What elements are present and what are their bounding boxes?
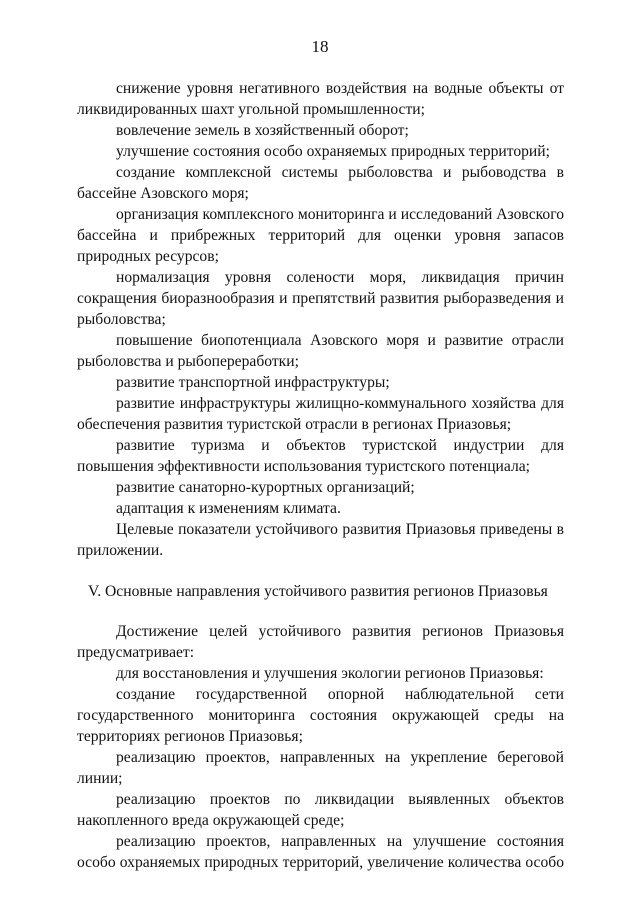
list-item: вовлечение земель в хозяйственный оборот;: [116, 122, 409, 139]
list-item: реализацию проектов, направленных на улучшение состояния особо охраняемых природных территорий, увеличение количества особо: [77, 833, 564, 871]
list-item: снижение уровня негативного воздействия на водные объекты от ликвидированных шахт угольной промышленности;: [77, 80, 564, 118]
list-item: реализацию проектов по ликвидации выявленных объектов накопленного вреда окружающей среде;: [77, 791, 564, 829]
list-item: развитие туризма и объектов туристской индустрии для повышения эффективности использования туристского потенциала;: [77, 437, 564, 475]
document-body: [77, 78, 564, 873]
page-number: 18: [311, 37, 329, 56]
subheading-paragraph: для восстановления и улучшения экологии регионов Приазовья:: [116, 665, 544, 682]
list-item: организация комплексного мониторинга и исследований Азовского бассейна и прибрежных территорий для оценки уровня запасов природных ресурсов;: [77, 206, 564, 265]
list-item: развитие транспортной инфраструктуры;: [116, 374, 390, 391]
closing-paragraph: Целевые показатели устойчивого развития Приазовья приведены в приложении.: [77, 521, 564, 559]
list-item: адаптация к изменениям климата.: [116, 500, 341, 517]
intro-paragraph: Достижение целей устойчивого развития регионов Приазовья предусматривает:: [77, 623, 564, 661]
section-heading: V. Основные направления устойчивого развития регионов Приазовья: [88, 583, 548, 600]
list-item: повышение биопотенциала Азовского моря и развитие отрасли рыболовства и рыбопереработки;: [77, 332, 564, 370]
list-item: реализацию проектов, направленных на укрепление береговой линии;: [77, 749, 564, 787]
list-item: развитие инфраструктуры жилищно-коммунального хозяйства для обеспечения развития туристской отрасли в регионах Приазовья;: [77, 395, 564, 433]
list-item: нормализация уровня солености моря, ликвидация причин сокращения биоразнообразия и препятствий развития рыборазведения и рыболовства;: [77, 269, 564, 328]
list-item: развитие санаторно-курортных организаций;: [116, 479, 415, 496]
list-item: улучшение состояния особо охраняемых природных территорий;: [116, 143, 550, 160]
list-item: создание комплексной системы рыболовства и рыбоводства в бассейне Азовского моря;: [77, 164, 564, 202]
list-item: создание государственной опорной наблюдательной сети государственного мониторинга состояния окружающей среды на территориях регионов Приазовья;: [77, 686, 564, 745]
